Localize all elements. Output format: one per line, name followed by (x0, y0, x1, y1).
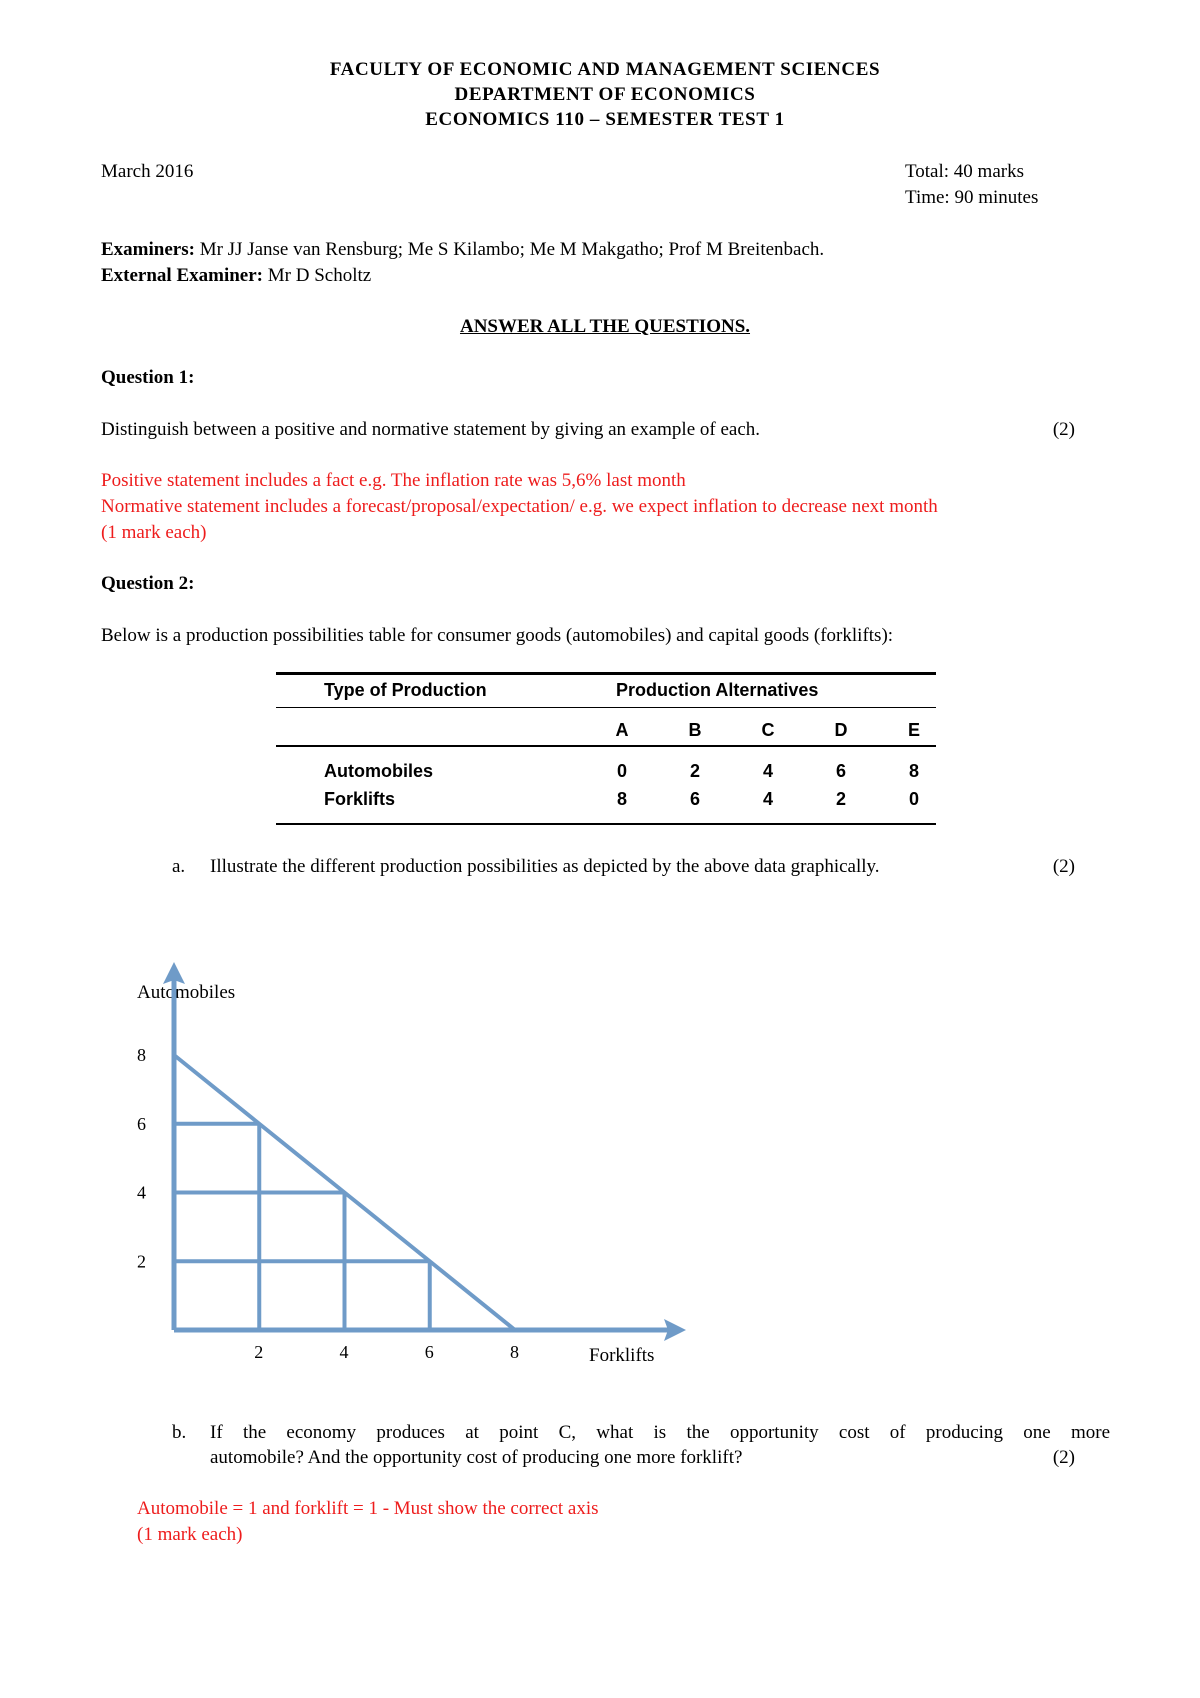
question-1-answer-line: Normative statement includes a forecast/proposal/expectation/ e.g. we expect inflation to decrease next month (101, 496, 938, 517)
part-a-text: Illustrate the different production possibilities as depicted by the above data graphically. (210, 856, 880, 877)
y-tick-label: 2 (137, 1251, 146, 1272)
x-tick-label: 4 (339, 1342, 349, 1362)
instruction-heading: ANSWER ALL THE QUESTIONS. (459, 316, 751, 337)
table-row-label: Automobiles (324, 761, 434, 781)
table-col-header: B (688, 720, 702, 740)
external-examiner-label: External Examiner: (101, 265, 264, 286)
x-tick-label: 2 (254, 1342, 264, 1362)
table-cell: 8 (908, 761, 919, 781)
examiners-label: Examiners: (101, 239, 195, 260)
examiners-names: Mr JJ Janse van Rensburg; Me S Kilambo; Me M Makgatho; Prof M Breitenbach. (194, 239, 825, 260)
table-cell: 0 (908, 789, 919, 809)
question-2-title: Question 2: (101, 573, 195, 594)
table-cell: 4 (762, 761, 773, 781)
y-tick-label: 4 (137, 1182, 146, 1203)
question-1-answer-line: Positive statement includes a fact e.g. The inflation rate was 5,6% last month (101, 470, 686, 491)
table-cell: 6 (835, 761, 846, 781)
table-col-header: C (761, 720, 775, 740)
table-col-header: D (834, 720, 848, 740)
examiners-line (101, 238, 824, 262)
part-b-answer-line: (1 mark each) (137, 1524, 243, 1545)
external-examiner-line (101, 264, 371, 288)
time-allowed: Time: 90 minutes (905, 187, 1039, 208)
table-cell: 6 (689, 789, 700, 809)
table-header-rule (276, 707, 936, 708)
table-bottom-rule (276, 823, 936, 825)
table-mid-rule (276, 745, 936, 747)
external-examiner-name: Mr D Scholtz (263, 265, 372, 286)
ppf-chart (0, 950, 760, 1370)
question-1-marks: (2) (1052, 419, 1075, 440)
total-marks: Total: 40 marks (905, 161, 1024, 182)
chart-ylabel: Automobiles (137, 982, 236, 1003)
table-cell: 2 (689, 761, 700, 781)
table-col-header: E (907, 720, 920, 740)
chart-layer (137, 962, 686, 1362)
question-1-answer-line: (1 mark each) (101, 522, 207, 543)
table-row-label: Forklifts (324, 789, 396, 809)
table-cell: 0 (616, 761, 627, 781)
table-cell: 4 (762, 789, 773, 809)
y-tick-label: 8 (137, 1045, 146, 1065)
table-header-type: Type of Production (324, 680, 487, 700)
question-1-title: Question 1: (101, 367, 195, 388)
x-tick-label: 6 (424, 1342, 434, 1362)
table-cell: 8 (616, 789, 627, 809)
question-2-intro: Below is a production possibilities table for consumer goods (automobiles) and capital goods (forklifts): (101, 625, 894, 646)
department-heading: DEPARTMENT OF ECONOMICS (454, 84, 756, 105)
faculty-heading: FACULTY OF ECONOMIC AND MANAGEMENT SCIENCES (329, 59, 881, 80)
part-b-marks: (2) (1052, 1447, 1075, 1468)
table-header-alternatives: Production Alternatives (616, 680, 819, 700)
x-tick-label: 8 (510, 1342, 519, 1362)
part-a-letter: a. (172, 856, 186, 877)
part-a-marks: (2) (1052, 856, 1075, 877)
test-date: March 2016 (101, 161, 194, 182)
part-b-line-2: automobile? And the opportunity cost of producing one more forklift? (210, 1447, 743, 1468)
table-col-header: A (615, 720, 629, 740)
table-top-rule (276, 672, 936, 675)
production-possibilities-table (276, 672, 936, 827)
part-b-line-1: If the economy produces at point C, what is the opportunity cost of producing one more (210, 1422, 1110, 1443)
chart-xlabel: Forklifts (589, 1345, 655, 1366)
question-1-text: Distinguish between a positive and normative statement by giving an example of each. (101, 419, 761, 440)
course-heading: ECONOMICS 110 – SEMESTER TEST 1 (425, 109, 785, 130)
table-cell: 2 (835, 789, 846, 809)
part-b-letter: b. (172, 1422, 187, 1443)
part-b-answer-line: Automobile = 1 and forklift = 1 - Must show the correct axis (137, 1498, 599, 1519)
y-tick-label: 6 (137, 1113, 146, 1134)
